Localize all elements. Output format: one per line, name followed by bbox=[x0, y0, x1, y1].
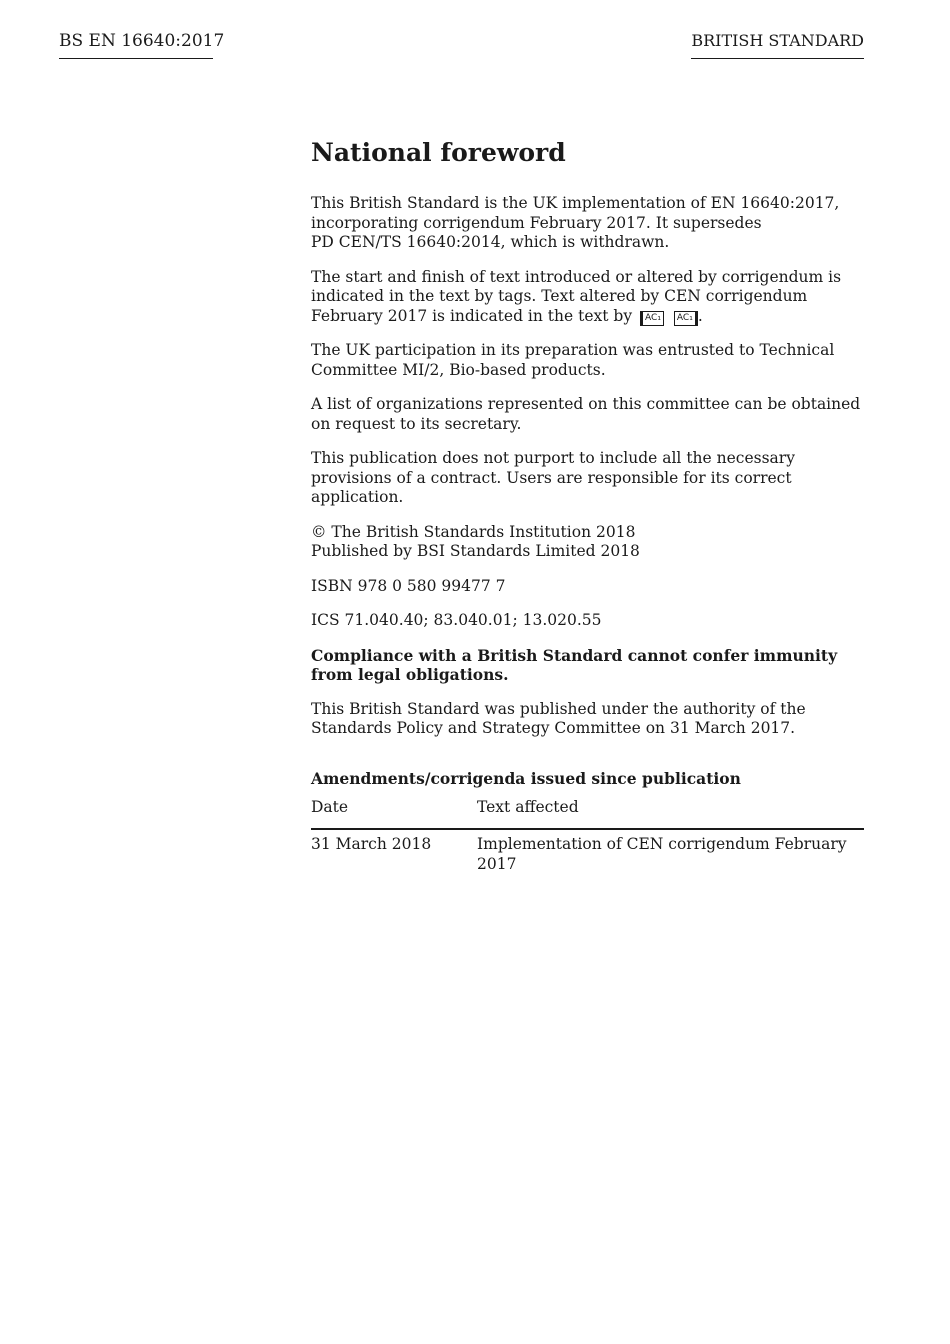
corrigendum-tags-end: . bbox=[697, 306, 703, 325]
corrigendum-tags-paragraph bbox=[311, 268, 864, 327]
page-title: National foreword bbox=[311, 138, 566, 167]
corrigendum-tags-text: The start and finish of text introduced or altered by corrigendum is indicated in the text by tags. Text altered by CEN corrigendum February 2017 is indicated in the text by bbox=[311, 267, 842, 325]
standard-series-label: BRITISH STANDARD bbox=[691, 30, 864, 59]
ac-end-tag-icon: AC₁ bbox=[674, 311, 698, 326]
authority-paragraph: This British Standard was published under the authority of the Standards Policy and Strategy Committee on 31 March 2017. bbox=[311, 699, 806, 737]
implementation-line-2: incorporating corrigendum February 2017. It supersedes bbox=[311, 213, 762, 232]
national-foreword-section bbox=[311, 136, 864, 874]
document-number: BS EN 16640:2017 bbox=[59, 30, 213, 59]
provisions-paragraph: This publication does not purport to include all the necessary provisions of a contract. Users are responsible for its correct application. bbox=[311, 449, 795, 506]
publisher-line: Published by BSI Standards Limited 2018 bbox=[311, 542, 640, 560]
date-column-header: Date bbox=[311, 797, 477, 830]
implementation-line-1: This British Standard is the UK implementation of EN 16640:2017, bbox=[311, 194, 840, 212]
implementation-paragraph bbox=[311, 194, 864, 253]
implementation-line-3: PD CEN/TS 16640:2014, which is withdrawn. bbox=[311, 233, 670, 251]
text-affected-column-header: Text affected bbox=[477, 797, 864, 830]
organizations-paragraph: A list of organizations represented on this committee can be obtained on request to its secretary. bbox=[311, 395, 861, 433]
amendments-table bbox=[311, 797, 864, 875]
copyright-paragraph bbox=[311, 523, 864, 562]
ics-codes: ICS 71.040.40; 83.040.01; 13.020.55 bbox=[311, 611, 602, 629]
ac-start-tag-icon: AC₁ bbox=[640, 311, 664, 326]
compliance-statement: Compliance with a British Standard cannot confer immunity from legal obligations. bbox=[311, 645, 838, 684]
amendments-title: Amendments/corrigenda issued since publication bbox=[311, 768, 741, 788]
amendments-header-row bbox=[311, 797, 864, 830]
table-row bbox=[311, 829, 864, 874]
committee-paragraph: The UK participation in its preparation was entrusted to Technical Committee MI/2, Bio-based products. bbox=[311, 341, 835, 379]
copyright-line: © The British Standards Institution 2018 bbox=[311, 522, 636, 541]
amendment-date: 31 March 2018 bbox=[311, 835, 432, 853]
amendment-text-affected: Implementation of CEN corrigendum February 2017 bbox=[477, 835, 847, 873]
isbn: ISBN 978 0 580 99477 7 bbox=[311, 576, 506, 595]
